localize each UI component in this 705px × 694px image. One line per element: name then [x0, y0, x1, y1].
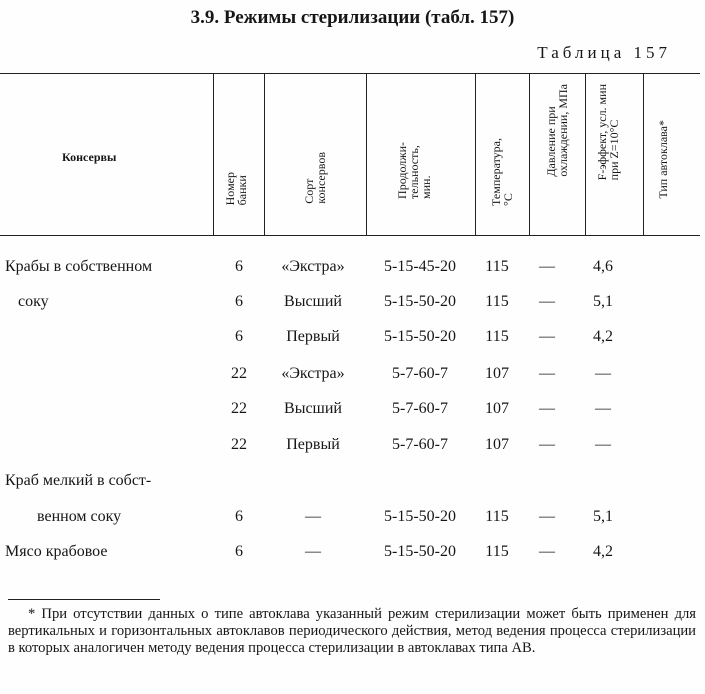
product-cell: венном соку [37, 508, 122, 525]
f-effect-cell: 5,1 [593, 508, 613, 525]
header-temperature: Температура, °С [489, 138, 515, 206]
header-autoclave-type: Тип автоклава* [656, 120, 670, 199]
grade-cell: Первый [286, 328, 340, 345]
duration-cell: 5-15-50-20 [384, 508, 456, 525]
temperature-cell: 115 [485, 328, 509, 345]
can-number-cell: 6 [235, 328, 243, 345]
table-label: Таблица 157 [537, 43, 671, 62]
header-product: Консервы [62, 150, 117, 164]
pressure-cell: — [539, 400, 555, 417]
product-cell: Краб мелкий в собст- [5, 472, 152, 489]
duration-cell: 5-15-50-20 [384, 543, 456, 560]
can-number-cell: 6 [235, 258, 243, 275]
duration-cell: 5-15-50-20 [384, 328, 456, 345]
column-divider [213, 74, 214, 235]
temperature-cell: 115 [485, 543, 509, 560]
column-divider [585, 74, 586, 235]
grade-cell: — [305, 543, 321, 560]
pressure-cell: — [539, 436, 555, 453]
header-can-number: Номер банки [223, 172, 249, 206]
duration-cell: 5-7-60-7 [392, 365, 448, 382]
duration-cell: 5-15-45-20 [384, 258, 456, 275]
header-grade: Сорт консервов [302, 152, 328, 204]
grade-cell: «Экстра» [281, 365, 345, 382]
f-effect-cell: — [595, 436, 611, 453]
column-divider [529, 74, 530, 235]
pressure-cell: — [539, 508, 555, 525]
product-cell: соку [18, 293, 49, 310]
column-divider [475, 74, 476, 235]
can-number-cell: 6 [235, 508, 243, 525]
header-bottom-rule [0, 235, 700, 236]
header-pressure: Давление при охлаждении, МПа [544, 84, 570, 177]
duration-cell: 5-15-50-20 [384, 293, 456, 310]
f-effect-cell: — [595, 400, 611, 417]
column-divider [264, 74, 265, 235]
can-number-cell: 22 [231, 436, 247, 453]
column-divider [643, 74, 644, 235]
temperature-cell: 107 [485, 436, 509, 453]
f-effect-cell: 5,1 [593, 293, 613, 310]
can-number-cell: 22 [231, 365, 247, 382]
header-duration: Продолжи- тельность, мин. [395, 142, 433, 199]
header-f-effect: F-эффект, усл. мин при Z=10°С [595, 84, 621, 181]
pressure-cell: — [539, 365, 555, 382]
pressure-cell: — [539, 543, 555, 560]
grade-cell: — [305, 508, 321, 525]
footnote-rule [8, 599, 160, 600]
temperature-cell: 115 [485, 258, 509, 275]
duration-cell: 5-7-60-7 [392, 400, 448, 417]
pressure-cell: — [539, 258, 555, 275]
pressure-cell: — [539, 328, 555, 345]
grade-cell: Высший [284, 293, 342, 310]
temperature-cell: 115 [485, 293, 509, 310]
can-number-cell: 22 [231, 400, 247, 417]
f-effect-cell: — [595, 365, 611, 382]
f-effect-cell: 4,6 [593, 258, 613, 275]
grade-cell: Первый [286, 436, 340, 453]
f-effect-cell: 4,2 [593, 328, 613, 345]
can-number-cell: 6 [235, 293, 243, 310]
f-effect-cell: 4,2 [593, 543, 613, 560]
product-cell: Крабы в собственном [5, 258, 153, 275]
can-number-cell: 6 [235, 543, 243, 560]
table-top-rule [0, 73, 700, 74]
grade-cell: «Экстра» [281, 258, 345, 275]
grade-cell: Высший [284, 400, 342, 417]
temperature-cell: 107 [485, 365, 509, 382]
product-cell: Мясо крабовое [5, 543, 108, 560]
pressure-cell: — [539, 293, 555, 310]
temperature-cell: 107 [485, 400, 509, 417]
column-divider [366, 74, 367, 235]
temperature-cell: 115 [485, 508, 509, 525]
footnote: * При отсутствии данных о типе автоклава указанный режим стерилизации может быть применен для вертикальных и горизонтальных автоклавов периодического действия, метод ведения процесса стерилизации в которых аналогичен методу ведения процесса стерилизации в автоклавах типа АВ. [8, 606, 696, 656]
duration-cell: 5-7-60-7 [392, 436, 448, 453]
section-title: 3.9. Режимы стерилизации (табл. 157) [190, 7, 515, 28]
